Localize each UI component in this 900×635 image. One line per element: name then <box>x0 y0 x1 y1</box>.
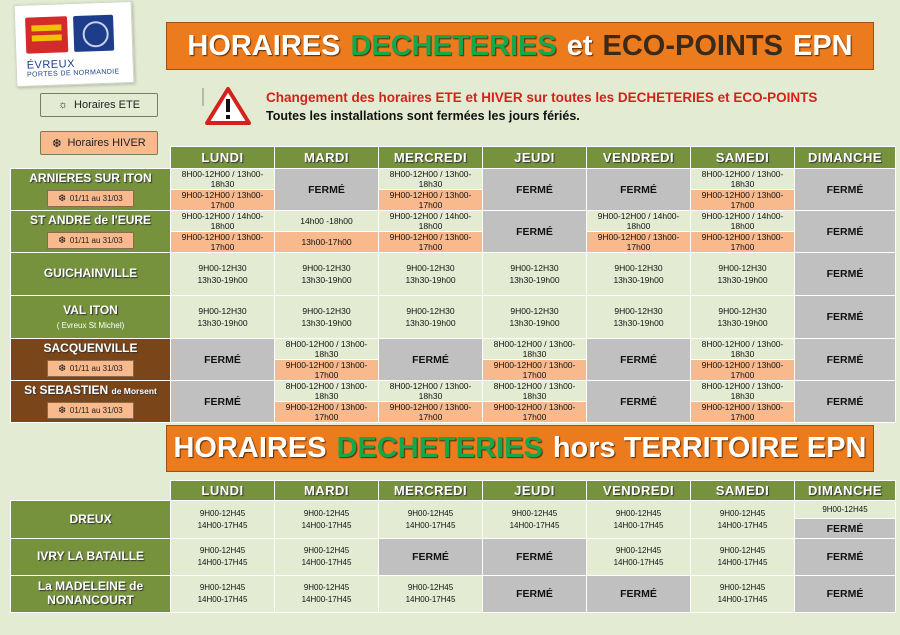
hours-cell: 9H00-12H30 13h30-19h00 <box>171 253 275 296</box>
snowflake-icon: ❆ <box>58 405 66 416</box>
closed-cell: FERMÉ <box>379 339 483 381</box>
hours-cell: 8H00-12H00 / 13h00-18h30 <box>379 381 483 402</box>
closed-cell: FERMÉ <box>795 576 896 613</box>
hours-cell: 8H00-12H00 / 13h00-18h30 <box>691 339 795 360</box>
closed-cell: FERMÉ <box>795 519 896 539</box>
site-name: ARNIERES SUR ITON <box>29 171 152 186</box>
site-val-iton <box>11 296 171 339</box>
day-header: SAMEDI <box>691 481 795 501</box>
hours-cell: 9H00-12H00 / 13h00-17h00 <box>691 402 795 423</box>
hours-cell: 9H00-12H00 / 13h00-17h00 <box>691 190 795 211</box>
banner-word: DECHETERIES <box>350 29 557 62</box>
closed-cell: FERMÉ <box>275 169 379 211</box>
hours-cell: 9H00-12H45 14H00-17H45 <box>379 501 483 539</box>
snowflake-icon: ❆ <box>52 137 62 150</box>
hours-cell: 9H00-12H00 / 13h00-17h00 <box>379 190 483 211</box>
snowflake-icon: ❆ <box>58 235 66 246</box>
hours-cell: 8H00-12H00 / 13h00-18h30 <box>379 169 483 190</box>
site-name: VAL ITON <box>63 303 118 317</box>
corner-cell <box>11 481 171 501</box>
banner-word: EPN <box>792 29 853 62</box>
notice-holidays: Toutes les installations sont fermées les jours fériés. <box>266 109 580 123</box>
logo <box>14 1 135 87</box>
hours-cell: 9H00-12H00 / 14h00-18h00 <box>691 211 795 232</box>
closed-cell: FERMÉ <box>483 211 587 253</box>
main-title-banner <box>166 22 874 70</box>
hours-cell: 9H00-12H30 13h30-19h00 <box>275 296 379 339</box>
hours-cell: 9H00-12H30 13h30-19h00 <box>587 253 691 296</box>
schedule-table-outside <box>10 480 896 613</box>
hours-cell: 9H00-12H00 / 14h00-18h00 <box>171 211 275 232</box>
day-header: MERCREDI <box>379 147 483 169</box>
hours-cell: 8H00-12H00 / 13h00-18h30 <box>483 339 587 360</box>
closed-cell: FERMÉ <box>171 381 275 423</box>
hours-cell: 8H00-12H00 / 13h00-18h30 <box>275 339 379 360</box>
site-guichainville <box>11 253 171 296</box>
site-name: St SEBASTIEN <box>24 383 109 398</box>
site-subtitle: ( Evreux St Michel) <box>56 320 125 330</box>
day-header: VENDREDI <box>587 481 691 501</box>
closed-cell: FERMÉ <box>379 539 483 576</box>
day-header: LUNDI <box>171 481 275 501</box>
globe-emblem-icon <box>73 15 114 52</box>
site-name-suffix: de Morsent <box>111 386 157 397</box>
hours-cell: 9H00-12H45 14H00-17H45 <box>379 576 483 613</box>
closed-cell: FERMÉ <box>795 539 896 576</box>
site-st-sebastien <box>11 381 171 423</box>
winter-period-badge: ❆ 01/11 au 31/03 <box>47 402 133 418</box>
closed-cell: FERMÉ <box>795 169 896 211</box>
hours-cell: 9H00-12H45 14H00-17H45 <box>275 501 379 539</box>
sun-icon: ☼ <box>57 99 69 111</box>
hours-cell: 9H00-12H00 / 13h00-17h00 <box>379 402 483 423</box>
hours-cell: 9H00-12H00 / 13h00-17h00 <box>691 360 795 381</box>
day-header: JEUDI <box>483 481 587 501</box>
hours-cell: 8H00-12H00 / 13h00-18h30 <box>691 381 795 402</box>
legend-summer-label: Horaires ETE <box>74 99 141 111</box>
hours-cell: 9H00-12H45 <box>795 501 896 519</box>
site-name: DREUX <box>69 511 112 526</box>
hours-cell: 9H00-12H45 14H00-17H45 <box>483 501 587 539</box>
hours-cell: 9H00-12H45 14H00-17H45 <box>691 501 795 539</box>
hours-cell: 9H00-12H45 14H00-17H45 <box>587 539 691 576</box>
closed-cell: FERMÉ <box>587 381 691 423</box>
hours-cell: 13h00-17h00 <box>275 232 379 253</box>
hours-cell: 9H00-12H30 13h30-19h00 <box>483 296 587 339</box>
second-title-banner <box>166 425 874 472</box>
closed-cell: FERMÉ <box>795 381 896 423</box>
snowflake-icon: ❆ <box>58 193 66 204</box>
day-header: MARDI <box>275 147 379 169</box>
closed-cell: FERMÉ <box>483 539 587 576</box>
closed-cell: FERMÉ <box>795 339 896 381</box>
hours-cell: 9H00-12H30 13h30-19h00 <box>275 253 379 296</box>
site-name: IVRY LA BATAILLE <box>36 549 145 564</box>
logo-line-2: PORTES DE NORMANDIE <box>26 68 120 79</box>
corner-cell <box>11 147 171 169</box>
hours-cell: 8H00-12H00 / 13h00-18h30 <box>171 169 275 190</box>
closed-cell: FERMÉ <box>795 211 896 253</box>
day-header: JEUDI <box>483 147 587 169</box>
site-dreux <box>11 501 171 539</box>
banner-word: DECHETERIES <box>336 432 543 464</box>
site-name: GUICHAINVILLE <box>43 266 138 281</box>
closed-cell: FERMÉ <box>795 296 896 339</box>
snowflake-icon: ❆ <box>58 363 66 374</box>
site-sacquenville <box>11 339 171 381</box>
hours-cell: 9H00-12H00 / 13h00-17h00 <box>171 190 275 211</box>
hours-cell: 9H00-12H30 13h30-19h00 <box>379 296 483 339</box>
logo-line-1: ÉVREUX <box>26 57 76 72</box>
schedule-table-epn <box>10 146 896 423</box>
site-arnieres <box>11 169 171 211</box>
closed-cell: FERMÉ <box>795 253 896 296</box>
winter-period-badge: ❆ 01/11 au 31/03 <box>47 232 133 248</box>
day-header: VENDREDI <box>587 147 691 169</box>
hours-cell: 9H00-12H30 13h30-19h00 <box>691 253 795 296</box>
winter-period-badge: ❆ 01/11 au 31/03 <box>47 360 133 376</box>
banner-word: et <box>566 29 593 62</box>
site-name-line-2: NONANCOURT <box>47 593 134 607</box>
hours-cell: 9H00-12H00 / 13h00-17h00 <box>483 402 587 423</box>
site-la-madeleine <box>11 576 171 613</box>
day-header: MARDI <box>275 481 379 501</box>
hours-cell: 9H00-12H00 / 13h00-17h00 <box>275 402 379 423</box>
hours-cell: 8H00-12H00 / 13h00-18h30 <box>691 169 795 190</box>
site-name: SACQUENVILLE <box>43 341 138 356</box>
site-st-andre <box>11 211 171 253</box>
hours-cell: 14h00 -18h00 <box>275 211 379 232</box>
day-header: LUNDI <box>171 147 275 169</box>
hours-cell: 9H00-12H45 14H00-17H45 <box>691 539 795 576</box>
hours-cell: 9H00-12H30 13h30-19h00 <box>483 253 587 296</box>
closed-cell: FERMÉ <box>483 576 587 613</box>
hours-cell: 9H00-12H00 / 13h00-17h00 <box>171 232 275 253</box>
day-header: SAMEDI <box>691 147 795 169</box>
hours-cell: 9H00-12H00 / 13h00-17h00 <box>691 232 795 253</box>
warning-icon <box>202 86 252 126</box>
banner-word: HORAIRES <box>187 29 341 62</box>
hours-cell: 8H00-12H00 / 13h00-18h30 <box>275 381 379 402</box>
hours-cell: 9H00-12H00 / 14h00-18h00 <box>379 211 483 232</box>
banner-word: ECO-POINTS <box>602 29 783 62</box>
hours-cell: 9H00-12H00 / 13h00-17h00 <box>275 360 379 381</box>
hours-cell: 9H00-12H30 13h30-19h00 <box>691 296 795 339</box>
site-name: La MADELEINE de <box>37 579 144 594</box>
hours-cell: 9H00-12H45 14H00-17H45 <box>171 576 275 613</box>
hours-cell: 9H00-12H45 14H00-17H45 <box>275 576 379 613</box>
day-header: MERCREDI <box>379 481 483 501</box>
hours-cell: 9H00-12H30 13h30-19h00 <box>171 296 275 339</box>
hours-cell: 9H00-12H45 14H00-17H45 <box>171 501 275 539</box>
hours-cell: 9H00-12H45 14H00-17H45 <box>691 576 795 613</box>
closed-cell: FERMÉ <box>483 169 587 211</box>
day-header: DIMANCHE <box>795 481 896 501</box>
site-ivry <box>11 539 171 576</box>
hours-cell: 9H00-12H45 14H00-17H45 <box>587 501 691 539</box>
hours-cell: 9H00-12H00 / 13h00-17h00 <box>587 232 691 253</box>
banner-word: hors TERRITOIRE EPN <box>552 432 867 464</box>
winter-period-badge: ❆ 01/11 au 31/03 <box>47 190 133 206</box>
normandy-shield-icon <box>25 16 68 53</box>
hours-cell: 8H00-12H00 / 13h00-18h30 <box>483 381 587 402</box>
closed-cell: FERMÉ <box>587 339 691 381</box>
closed-cell: FERMÉ <box>587 169 691 211</box>
closed-cell: FERMÉ <box>587 576 691 613</box>
closed-cell: FERMÉ <box>171 339 275 381</box>
day-header: DIMANCHE <box>795 147 896 169</box>
hours-cell: 9H00-12H45 14H00-17H45 <box>171 539 275 576</box>
site-name: ST ANDRE de l'EURE <box>29 213 152 228</box>
hours-cell: 9H00-12H00 / 13h00-17h00 <box>483 360 587 381</box>
banner-word: HORAIRES <box>173 432 327 464</box>
hours-cell: 9H00-12H30 13h30-19h00 <box>379 253 483 296</box>
legend-summer <box>40 93 158 117</box>
hours-cell: 9H00-12H00 / 13h00-17h00 <box>379 232 483 253</box>
hours-cell: 9H00-12H00 / 14h00-18h00 <box>587 211 691 232</box>
notice-change: Changement des horaires ETE et HIVER sur toutes les DECHETERIES et ECO-POINTS <box>266 90 818 105</box>
hours-cell: 9H00-12H45 14H00-17H45 <box>275 539 379 576</box>
hours-cell: 9H00-12H30 13h30-19h00 <box>587 296 691 339</box>
legend-winter-label: Horaires HIVER <box>67 137 146 149</box>
